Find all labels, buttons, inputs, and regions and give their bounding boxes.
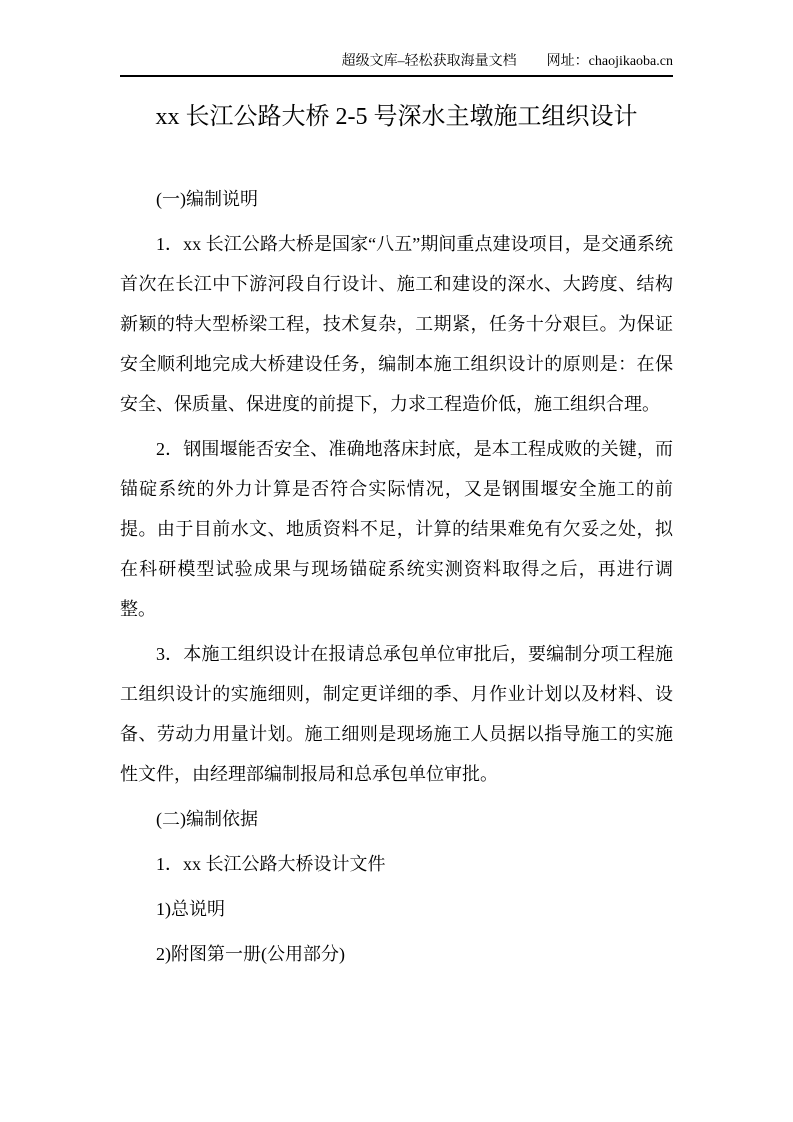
body-paragraph-1: 1．xx 长江公路大桥是国家“八五”期间重点建设项目，是交通系统首次在长江中下游河段自行设计、施工和建设的深水、大跨度、结构新颖的特大型桥梁工程，技术复杂，工期紧，任务十分艰巨。为保证安全顺利地完成大桥建设任务，编制本施工组织设计的原则是：在保安全、保质量、保进度的前提下，力求工程造价低，施工组织合理。 [120,234,673,414]
body-paragraph-3: 3．本施工组织设计在报请总承包单位审批后，要编制分项工程施工组织设计的实施细则，制定更详细的季、月作业计划以及材料、设备、劳动力用量计划。施工细则是现场施工人员据以指导施工的实施性文件，由经理部编制报局和总承包单位审批。 [120,644,673,784]
page-header [120,0,673,77]
list-item-design-documents: 1．xx 长江公路大桥设计文件 [156,854,386,874]
section-heading-compilation-basis: (二)编制依据 [156,809,258,829]
section-heading-compilation-notes: (一)编制说明 [156,189,258,209]
header-promo-text: 超级文库–轻松获取海量文档 [341,54,517,69]
body-paragraph-2: 2．钢围堰能否安全、准确地落床封底，是本工程成败的关键，而锚碇系统的外力计算是否符合实际情况，又是钢围堰安全施工的前提。由于目前水文、地质资料不足，计算的结果难免有欠妥之处，拟在科研模型试验成果与现场锚碇系统实测资料取得之后，再进行调整。 [120,439,673,619]
document-title: xx 长江公路大桥 2-5 号深水主墩施工组织设计 [155,104,638,130]
header-site-url: 网址：chaojikaoba.cn [546,54,673,69]
document-body [120,179,673,974]
list-item-attached-drawings: 2)附图第一册(公用部分) [156,944,345,964]
list-item-general-description: 1)总说明 [156,899,225,919]
